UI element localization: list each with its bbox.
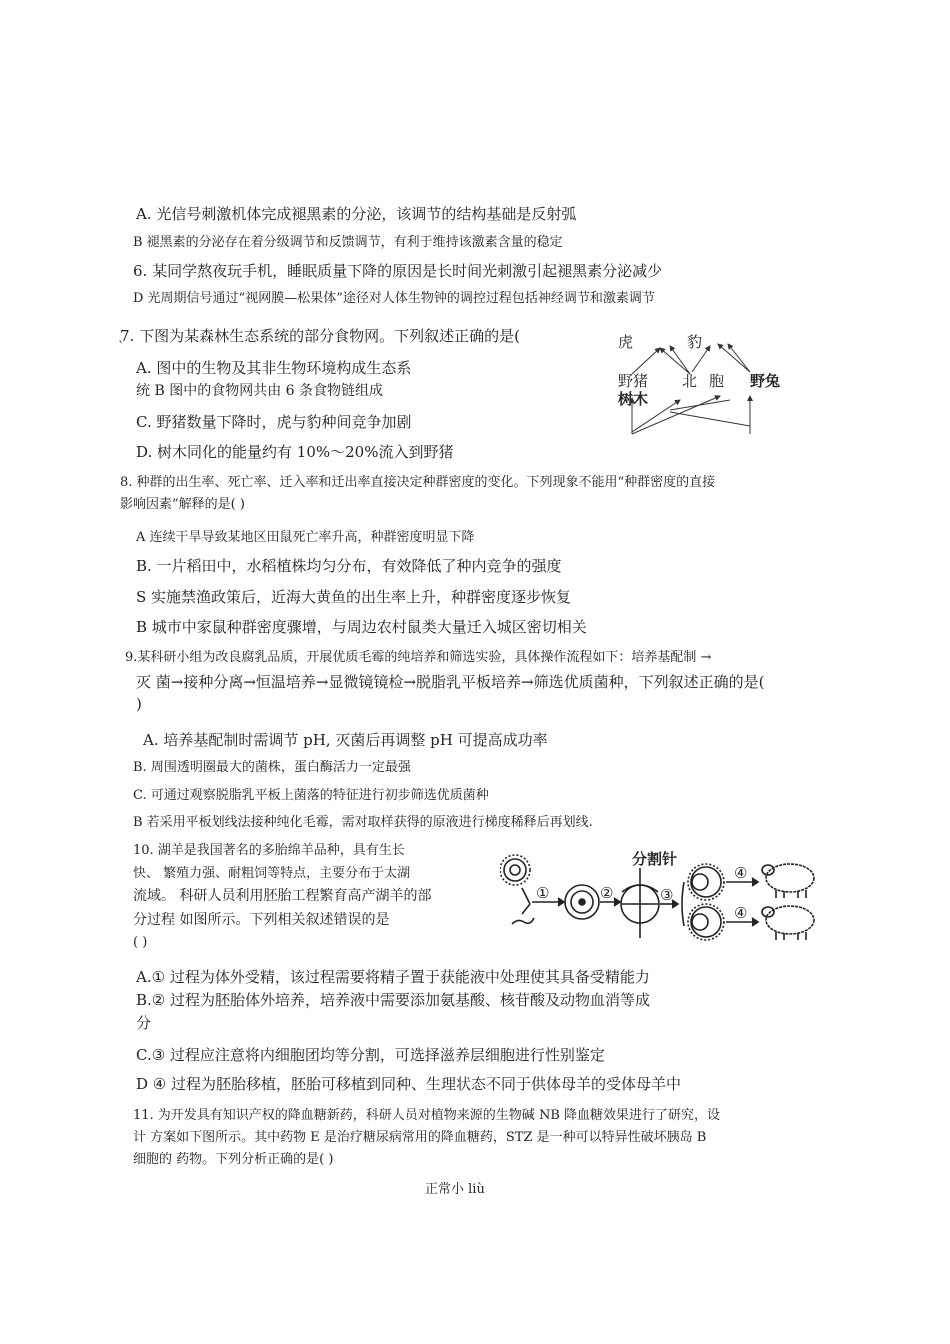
split-needle-label: 分割针 (632, 850, 678, 868)
q10-stem-line5: ( ) (133, 935, 148, 950)
q9-option-c: C. 可通过观察脱脂乳平板上菌落的特征进行初步筛选优质菌种 (133, 788, 489, 803)
q7-stray-mark: ` (118, 340, 125, 355)
q8-option-c: S 实施禁渔政策后，近海大黄鱼的出生率上升，种群密度逐步恢复 (136, 588, 572, 606)
q8-stem-line1: 8. 种群的出生率、死亡率、迁入率和迁出率直接决定种群密度的变化。下列现象不能用“种群密度的直接 (120, 475, 716, 490)
q10-stem-line1: 10. 湖羊是我国著名的多胎绵羊品种，具有生长 (133, 843, 405, 858)
q9-stem-line3: ) (136, 695, 142, 713)
food-web-tiger-label: 虎 (618, 333, 634, 351)
q8-stem-line2: 影响因素”解释的是( ) (120, 497, 245, 512)
q11-stem-line2: 计 方案如下图所示。其中药物 E 是治疗糖尿病常用的降血糖药，STZ 是一种可以特异性破坏胰岛 B (133, 1130, 707, 1145)
q10-stem-line2: 快、 繁殖力强、耐粗饲等特点，主要分布于太湖 (133, 866, 411, 881)
q7-option-d: D. 树木同化的能量约有 10%～20%流入到野猪 (136, 443, 454, 461)
q7-option-c: C. 野猪数量下降时，虎与豹种间竞争加剧 (136, 413, 412, 431)
q10-stem-line3: 流域。 科研人员利用胚胎工程繁育高产湖羊的部 (133, 888, 432, 904)
q6-option-c: 6. 某同学熬夜玩手机，睡眠质量下降的原因是长时间光刺激引起褪黑素分泌减少 (133, 262, 663, 280)
food-web-boar-label: 野猪 (618, 372, 649, 390)
q10-option-a: A.① 过程为体外受精，该过程需要将精子置于获能液中处理使其具备受精能力 (136, 968, 650, 986)
q9-stem-line2: 灭 菌→接种分离→恒温培养→显微镜镜检→脱脂乳平板培养→筛选优质菌种，下列叙述正确的是( (136, 673, 765, 691)
q10-option-b-line1: B.② 过程为胚胎体外培养，培养液中需要添加氨基酸、核苷酸及动物血消等成 (136, 991, 651, 1009)
food-web-pika-label: 胞 (709, 372, 725, 390)
step-2-marker: ② (600, 884, 614, 902)
q7-option-a-line2: 统 B 图中的食物网共由 6 条食物链组成 (136, 383, 383, 399)
q8-option-b: B. 一片稻田中，水稻植株均匀分布，有效降低了种内竞争的强度 (136, 557, 562, 575)
embryo-process-figure (500, 848, 822, 948)
q6-option-a: A. 光信号刺激机体完成褪黑素的分泌，该调节的结构基础是反射弧 (136, 205, 577, 223)
food-web-hare-label: 野兔 (750, 372, 781, 390)
q9-option-b: B. 周围透明圈最大的菌株，蛋白酶活力一定最强 (133, 760, 411, 775)
food-web-leopard-label: 豹 (687, 333, 703, 351)
q10-option-c: C.③ 过程应注意将内细胞团均等分割，可选择滋养层细胞进行性别鉴定 (136, 1046, 605, 1064)
q10-option-d: D ④ 过程为胚胎移植，胚胎可移植到同种、生理状态不同于供体母羊的受体母羊中 (136, 1075, 682, 1093)
q6-option-d: D 光周期信号通过“视网膜—松果体”途径对人体生物钟的调控过程包括神经调节和激素调节 (133, 291, 655, 306)
food-web-tree-label: 树木 (618, 390, 649, 408)
q6-option-b: B 褪黑素的分泌存在着分级调节和反馈调节，有利于维持该激素含量的稳定 (133, 235, 563, 250)
q9-option-a: A. 培养基配制时需调节 pH, 灭菌后再调整 pH 可提高成功率 (143, 731, 548, 749)
step-4-marker-bottom: ④ (734, 904, 748, 922)
q7-stem: 7. 下图为某森林生态系统的部分食物网。下列叙述正确的是( (120, 327, 520, 345)
q10-option-b-line2: 分 (136, 1014, 152, 1032)
step-4-marker-top: ④ (734, 864, 748, 882)
food-web-figure (610, 322, 800, 440)
food-web-north-label: 北 (682, 372, 698, 390)
q10-stem-line4: 分过程 如图所示。下列相关叙述错误的是 (133, 912, 390, 928)
q8-option-a: A 连续干旱导致某地区田鼠死亡率升高，种群密度明显下降 (136, 530, 475, 545)
q8-option-d: B 城市中家鼠种群密度骤增，与周边农村鼠类大量迁入城区密切相关 (136, 618, 587, 636)
step-3-marker: ③ (660, 886, 674, 904)
q7-option-a-line1: A. 图中的生物及其非生物环境构成生态系 (136, 359, 412, 377)
q9-option-d: B 若采用平板划线法接种纯化毛霉，需对取样获得的原液进行梯度稀释后再划线. (133, 815, 593, 830)
page-footer: 正常小 liù (425, 1182, 485, 1197)
step-1-marker: ① (536, 884, 550, 902)
q11-stem-line1: 11. 为开发具有知识产权的降血糖新药，科研人员对植物来源的生物碱 NB 降血糖效果进行了研究，设 (133, 1108, 721, 1123)
q9-stem-line1: 9.某科研小组为改良腐乳品质，开展优质毛霉的纯培养和筛选实验，具体操作流程如下：培养基配制 → (125, 650, 712, 665)
q11-stem-line3: 细胞的 药物。下列分析正确的是( ) (133, 1152, 334, 1167)
